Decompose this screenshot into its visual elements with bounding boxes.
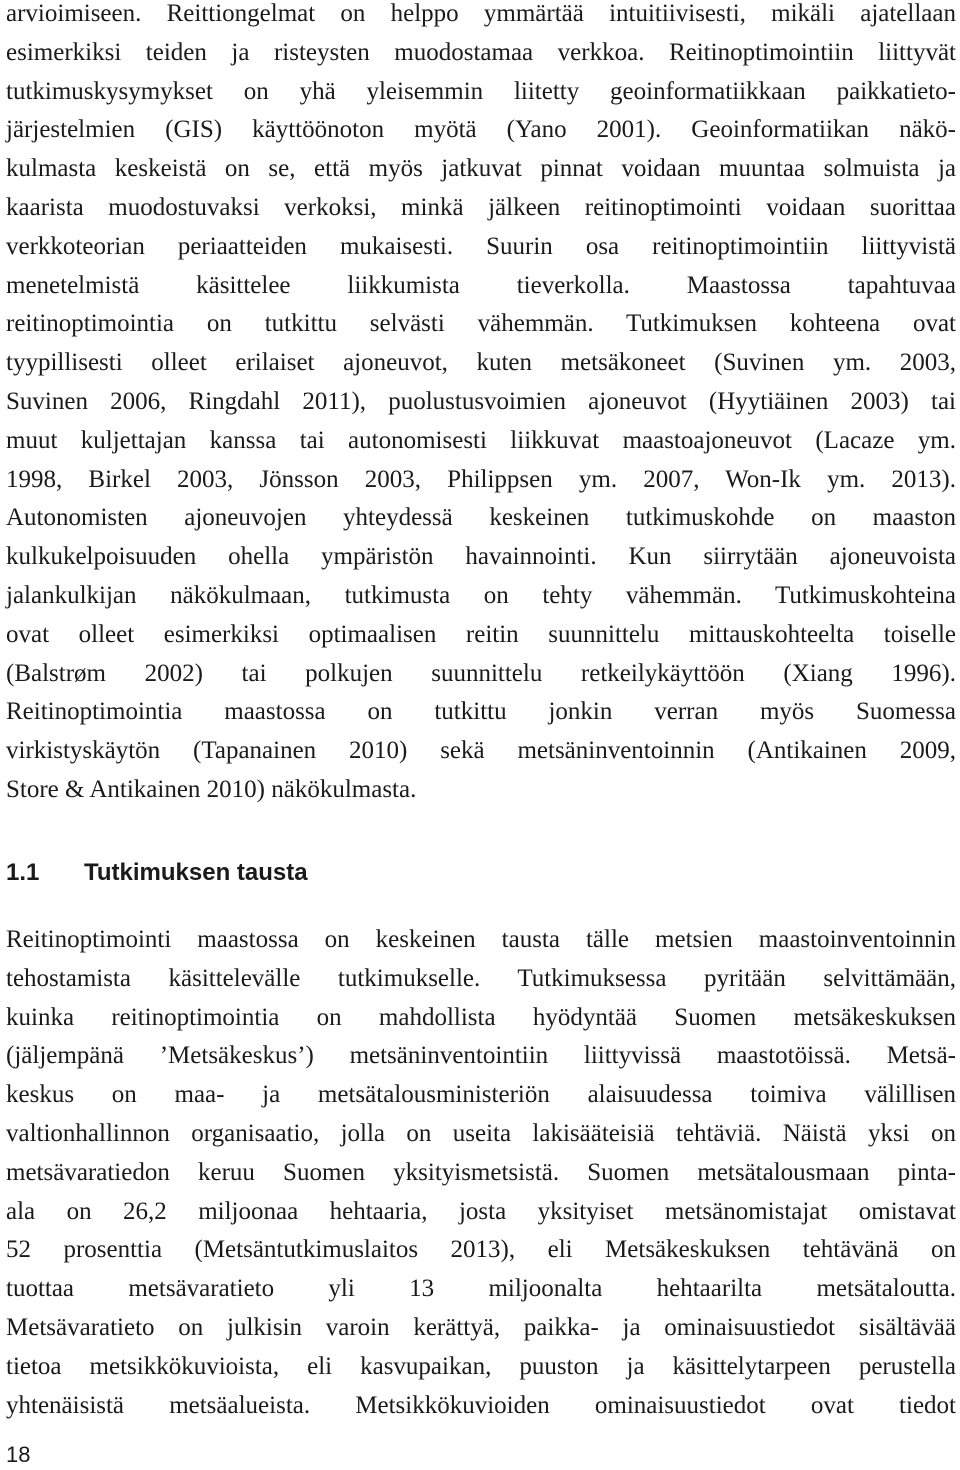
paragraph-line: Reitinoptimointia maastossa on tutkittu jonkin verran myös Suomessa	[6, 698, 956, 726]
section-title: Tutkimuksen tausta	[84, 859, 308, 886]
paragraph-line: esimerkiksi teiden ja risteysten muodostamaa verkkoa. Reitinoptimointiin liittyvät	[6, 38, 956, 66]
paragraph-line: keskus on maa- ja metsätalousministeriön alaisuudessa toimiva välillisen	[6, 1081, 956, 1109]
paragraph-line: valtionhallinnon organisaatio, jolla on useita lakisääteisiä tehtäviä. Näistä yksi on	[6, 1119, 956, 1147]
paragraph-line: reitinoptimointia on tutkittu selvästi vähemmän. Tutkimuksen kohteena ovat	[6, 310, 956, 338]
paragraph-line: Autonomisten ajoneuvojen yhteydessä keskeinen tutkimuskohde on maaston	[6, 504, 956, 532]
paragraph-line: Reitinoptimointi maastossa on keskeinen tausta tälle metsien maastoinventoinnin	[6, 926, 956, 953]
paragraph-line: Suvinen 2006, Ringdahl 2011), puolustusvoimien ajoneuvot (Hyytiäinen 2003) tai	[6, 387, 956, 415]
paragraph-line: (jäljempänä ’Metsäkeskus’) metsäninventointiin liittyvissä maastotöissä. Metsä-	[6, 1042, 956, 1070]
body-paragraph-1	[6, 0, 956, 810]
paragraph-line: kulmasta keskeistä on se, että myös jatkuvat pinnat voidaan muuntaa solmuista ja	[6, 155, 956, 183]
paragraph-line: tehostamista käsittelevälle tutkimukselle. Tutkimuksessa pyritään selvittämään,	[6, 964, 956, 992]
paragraph-line: yhtenäisistä metsäalueista. Metsikkökuvioiden ominaisuustiedot ovat tiedot	[6, 1391, 956, 1419]
paragraph-line: metsävaratiedon keruu Suomen yksityismetsistä. Suomen metsätalousmaan pinta-	[6, 1158, 956, 1186]
paragraph-line: verkkoteorian periaatteiden mukaisesti. Suurin osa reitinoptimointiin liittyvistä	[6, 232, 956, 260]
page-number: 18	[6, 1442, 31, 1467]
section-number: 1.1	[6, 859, 40, 886]
paragraph-line: kuinka reitinoptimointia on mahdollista hyödyntää Suomen metsäkeskuksen	[6, 1003, 956, 1031]
paragraph-line: tyypillisesti olleet erilaiset ajoneuvot, kuten metsäkoneet (Suvinen ym. 2003,	[6, 349, 956, 377]
paragraph-line: jalankulkijan näkökulmaan, tutkimusta on tehty vähemmän. Tutkimuskohteina	[6, 581, 956, 609]
paragraph-line: kaarista muodostuvaksi verkoksi, minkä jälkeen reitinoptimointi voidaan suorittaa	[6, 193, 956, 221]
paragraph-line: virkistyskäytön (Tapanainen 2010) sekä metsäninventoinnin (Antikainen 2009,	[6, 737, 956, 765]
paragraph-line: ala on 26,2 miljoonaa hehtaaria, josta yksityiset metsänomistajat omistavat	[6, 1197, 956, 1225]
paragraph-line: tietoa metsikkökuvioista, eli kasvupaikan, puuston ja käsittelytarpeen perustella	[6, 1352, 956, 1380]
paragraph-line: 1998, Birkel 2003, Jönsson 2003, Philippsen ym. 2007, Won-Ik ym. 2013).	[6, 465, 956, 493]
section-heading	[6, 853, 308, 893]
body-paragraph-2	[6, 921, 956, 1425]
paragraph-line: arvioimiseen. Reittiongelmat on helppo ymmärtää intuitiivisesti, mikäli ajatellaan	[6, 0, 956, 27]
paragraph-line: Metsävaratieto on julkisin varoin kerättyä, paikka- ja ominaisuustiedot sisältävää	[6, 1313, 956, 1341]
paragraph-line: muut kuljettajan kanssa tai autonomisesti liikkuvat maastoajoneuvot (Lacaze ym.	[6, 426, 956, 454]
paragraph-line: ovat olleet esimerkiksi optimaalisen reitin suunnittelu mittauskohteelta toiselle	[6, 620, 956, 648]
paragraph-line: (Balstrøm 2002) tai polkujen suunnittelu retkeilykäyttöön (Xiang 1996).	[6, 659, 956, 687]
paragraph-line: tuottaa metsävaratieto yli 13 miljoonalta hehtaarilta metsätaloutta.	[6, 1275, 956, 1303]
paragraph-line: tutkimuskysymykset on yhä yleisemmin liitetty geoinformatiikkaan paikkatieto-	[6, 77, 956, 105]
paragraph-line: järjestelmien (GIS) käyttöönoton myötä (Yano 2001). Geoinformatiikan näkö-	[6, 116, 956, 144]
paragraph-line: Store & Antikainen 2010) näkökulmasta.	[6, 775, 417, 803]
paragraph-line: menetelmistä käsittelee liikkumista tieverkolla. Maastossa tapahtuvaa	[6, 271, 956, 299]
paragraph-line: 52 prosenttia (Metsäntutkimuslaitos 2013), eli Metsäkeskuksen tehtävänä on	[6, 1236, 956, 1264]
paragraph-line: kulkukelpoisuuden ohella ympäristön havainnointi. Kun siirrytään ajoneuvoista	[6, 543, 956, 571]
